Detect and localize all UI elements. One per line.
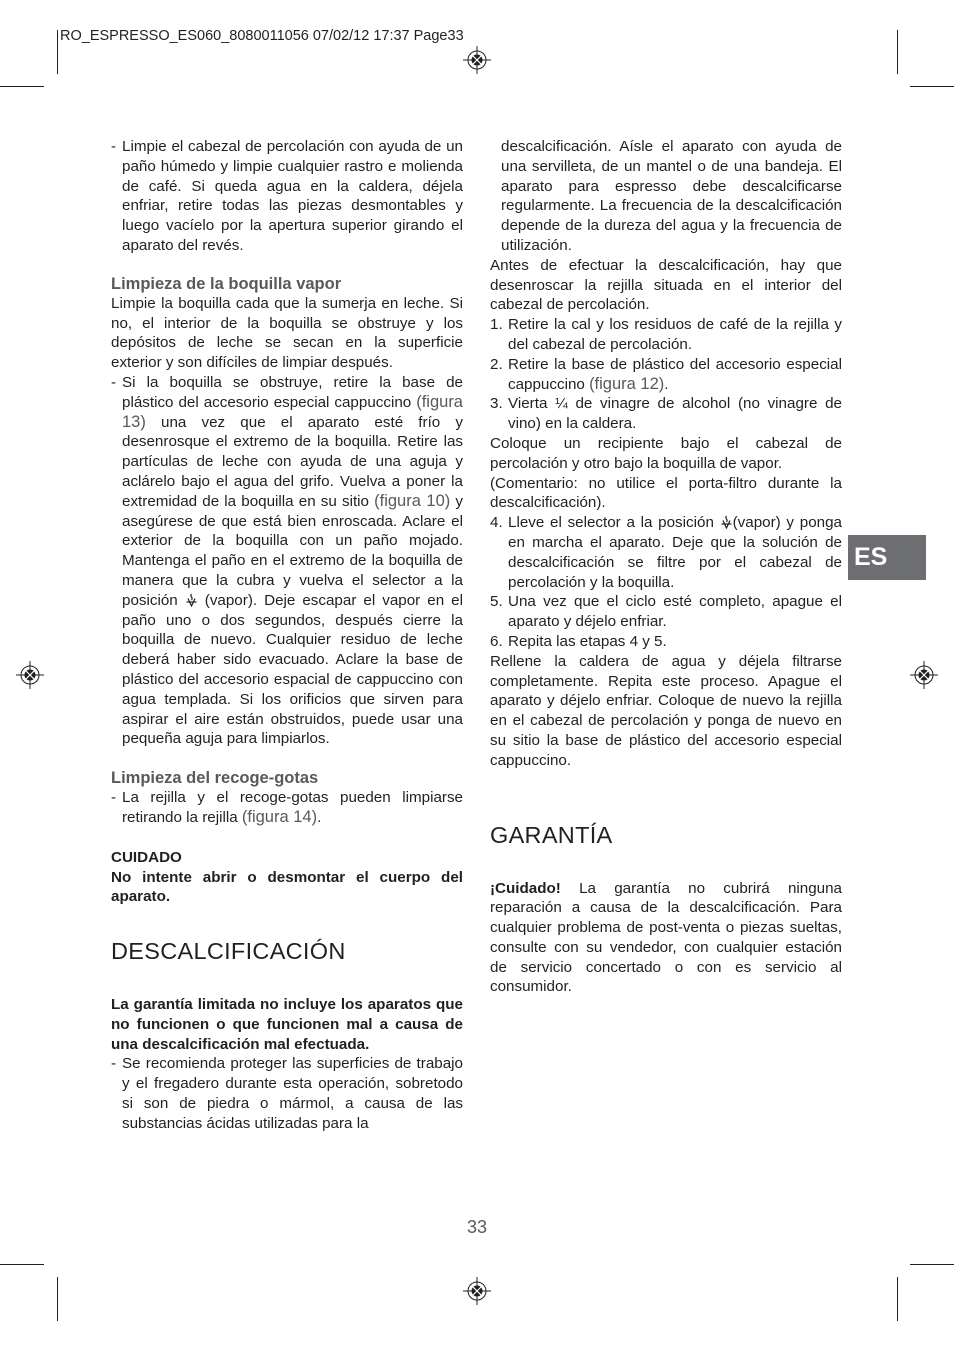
paragraph: Limpie la boquilla cada que la sumerja en leche. Si no, el interior de la boquilla se obstruye y los depósitos de leche se secan en la superficie exterior y son difíciles de limpiar después. — [111, 294, 463, 372]
right-column — [490, 137, 842, 997]
descaling-warning: La garantía limitada no incluye los aparatos que no funcionen o que funcionen mal a causa de una descalcificación mal efectuada. — [111, 996, 463, 1053]
figure-reference: (figura 10) — [374, 491, 451, 510]
warranty-title: GARANTÍA — [490, 821, 613, 848]
steam-icon — [185, 593, 198, 607]
figure-reference: (figura 14) — [241, 807, 318, 826]
crop-mark — [910, 86, 954, 87]
list-item: - Si la boquilla se obstruye, retire la base de plástico del accesorio especial cappuccino (figura 13) una vez que el aparato esté frío y desenrosque el extremo de la boquilla. Retire las partículas de leche con ayuda de una aguja y aclárelo bajo el agua del grifo. Vuelva a poner la extremidad de la boquilla en su sitio (figura 10) y asegúrese de que está bien enroscada. Aclare el exterior de la boquilla con un paño mojado. Mantenga el paño en el extremo de la boquilla de manera que la cubra y vuelva el selector a la posición (vapor). Deje escapar el vapor en el paño uno o dos segundos, después cierre la boquilla de nuevo. Cualquier residuo de leche deberá haber sido evacuado. Aclare la base de plástico del accesorio espacial de cappuccino con agua templada. Si los orificios que sirven para aspirar el aire están obstruidos, puede usar una pequeña aguja para limpiarlos. — [111, 373, 463, 749]
list-item: 5. Una vez que el ciclo esté completo, apague el aparato y déjelo enfriar. — [490, 593, 842, 631]
list-item: 2. Retire la base de plástico del accesorio especial cappuccino (figura 12). — [490, 355, 842, 393]
paragraph: Antes de efectuar la descalcificación, hay que desenroscar la rejilla situada en el interior del cabezal de percolación. — [490, 256, 842, 314]
caution-text: No intente abrir o desmontar el cuerpo del aparato. — [111, 868, 463, 906]
page-number: 33 — [466, 1217, 488, 1237]
paragraph: Coloque un recipiente bajo el cabezal de percolación y otro bajo la boquilla de vapor. — [490, 434, 842, 472]
section-heading: Limpieza de la boquilla vapor — [111, 274, 342, 293]
caution-heading: CUIDADO — [111, 848, 182, 866]
print-slug: RO_ESPRESSO_ES060_8080011056 07/02/12 17:37 Page33 — [60, 28, 464, 44]
warranty-text: ¡Cuidado! La garantía no cubrirá ninguna reparación a causa de la descalcificación. Para cualquier problema de post-venta o piezas sueltas, consulte con su vendedor, con cualquier estación de servicio concertado o con es servicio al consumidor. — [490, 879, 842, 996]
list-item: - Limpie el cabezal de percolación con ayuda de un paño húmedo y limpie cualquier rastro e molienda de café. Si queda agua en la caldera, déjela enfriar, retire todas las piezas desmontables y luego vacíelo por la apertura superior girando el aparato del revés. — [111, 137, 463, 256]
crop-mark — [0, 1264, 44, 1265]
registration-mark-icon — [463, 46, 491, 74]
crop-mark — [897, 30, 898, 74]
registration-mark-icon — [910, 661, 938, 689]
list-item: 6. Repita las etapas 4 y 5. — [490, 632, 667, 650]
crop-mark — [0, 86, 44, 87]
list-item: 3. Vierta ¼ de vinagre de alcohol (no vinagre de vino) en la caldera. — [490, 395, 842, 433]
list-item: 1. Retire la cal y los residuos de café de la rejilla y del cabezal de percolación. — [490, 316, 842, 353]
steam-icon — [720, 515, 733, 529]
left-column — [111, 137, 463, 1134]
section-heading: Limpieza del recoge-gotas — [111, 769, 319, 788]
registration-mark-icon — [463, 1277, 491, 1305]
crop-mark — [897, 1277, 898, 1321]
crop-mark — [57, 1277, 58, 1321]
list-item: - Se recomienda proteger las superficies de trabajo y el fregadero durante esta operación, sobretodo si son de piedra o mármol, a causa de las substancias ácidas utilizadas para la — [111, 1054, 463, 1133]
figure-reference: (figura 12) — [589, 374, 665, 393]
crop-mark — [57, 30, 58, 74]
paragraph: descalcificación. Aísle el aparato con ayuda de una servilleta, de un mantel o de una bandeja. El aparato para espresso debe descalcificarse regularmente. La frecuencia de la descalcificación depende de la dureza del agua y la frecuencia de utilización. — [501, 138, 842, 254]
list-item: - La rejilla y el recoge-gotas pueden limpiarse retirando la rejilla (figura 14). — [111, 788, 463, 828]
figure-reference: (figura 13) — [122, 392, 463, 431]
paragraph: (Comentario: no utilice el porta-filtro durante la descalcificación). — [490, 474, 842, 512]
descaling-title: DESCALCIFICACIÓN — [111, 938, 346, 965]
crop-mark — [910, 1264, 954, 1265]
language-tab: ES — [848, 535, 926, 580]
paragraph: Rellene la caldera de agua y déjela filtrarse completamente. Repita este proceso. Apague el aparato y déjelo enfriar. Coloque de nuevo la rejilla en el cabezal de percolación y ponga de nuevo en su sitio la base de plástico del accesorio especial cappuccino. — [490, 652, 842, 769]
list-item: 4. Lleve el selector a la posición (vapor) y ponga en marcha el aparato. Deje que la solución de descalcificación se filtre por el cabezal de percolación y la boquilla. — [490, 514, 842, 591]
registration-mark-icon — [16, 661, 44, 689]
